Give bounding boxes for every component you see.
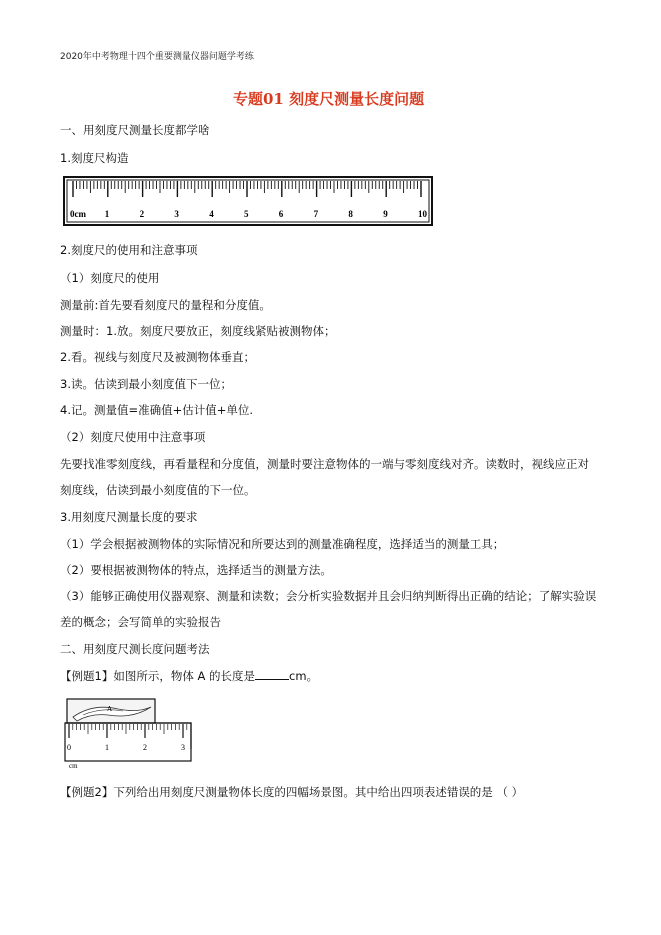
example-1-prefix: 【例题1】如图所示，物体 A 的长度是	[60, 669, 255, 683]
item-usage-heading: （1）刻度尺的使用	[60, 271, 160, 285]
requirement-1: （1）学会根据被测物体的实际情况和所要达到的测量准确程度，选择适当的测量工具；	[60, 537, 505, 551]
text-before-measure: 测量前:首先要看刻度尺的量程和分度值。	[60, 298, 271, 312]
text-during-measure: 测量时：1.放。刻度尺要放正，刻度线紧贴被测物体；	[60, 324, 336, 338]
figure-ruler-label: 1	[105, 743, 109, 752]
item-notes-heading: （2）刻度尺使用中注意事项	[60, 430, 206, 444]
requirement-3b: 差的概念；会写简单的实验报告	[60, 615, 221, 629]
ruler-label: 7	[313, 209, 319, 219]
ruler-figure	[63, 176, 433, 226]
section-heading-1: 一、用刻度尺测量长度都学啥	[60, 123, 210, 137]
ruler-label: 1	[104, 209, 110, 219]
example-1-figure	[63, 697, 193, 769]
subsection-usage: 2.刻度尺的使用和注意事项	[60, 243, 198, 257]
text-read: 3.读。估读到最小刻度值下一位；	[60, 377, 232, 391]
example-2: 【例题2】下列给出用刻度尺测量物体长度的四幅场景图。其中给出四项表述错误的是 （ ）	[60, 785, 524, 799]
subsection-requirements: 3.用刻度尺测量长度的要求	[60, 510, 198, 524]
figure-ruler-label: 3	[181, 743, 185, 752]
text-look: 2.看。视线与刻度尺及被测物体垂直；	[60, 350, 255, 364]
ruler-label: 3	[174, 209, 179, 219]
answer-blank[interactable]	[255, 669, 289, 680]
ruler-label: 0cm	[70, 209, 86, 219]
ruler-label: 10	[418, 209, 427, 219]
figure-ruler-label: 0	[67, 743, 71, 752]
ruler-label: 4	[209, 209, 214, 219]
object-a-label: A	[107, 705, 113, 713]
subsection-ruler-structure: 1.刻度尺构造	[60, 151, 129, 165]
figure-ruler-ticks	[69, 724, 187, 738]
requirement-2: （2）要根据被测物体的特点，选择适当的测量方法。	[60, 563, 332, 577]
text-notes-2: 刻度线，估读到最小刻度值的下一位。	[60, 483, 256, 497]
requirement-3a: （3）能够正确使用仪器观察、测量和读数；会分析实验数据并且会归纳判断得出正确的结论；了解实验误	[60, 589, 597, 603]
ruler-label: 5	[244, 209, 249, 219]
page-title: 专题01 刻度尺测量长度问题	[233, 90, 425, 108]
figure-unit: cm	[69, 762, 78, 769]
example-1-suffix: cm。	[289, 669, 319, 683]
doc-header: 2020年中考物理十四个重要测量仪器问题学考练	[60, 52, 254, 62]
figure-ruler-labels	[67, 743, 185, 752]
section-heading-2: 二、用刻度尺测长度问题考法	[60, 642, 210, 656]
ruler-label: 8	[348, 209, 353, 219]
text-notes-1: 先要找准零刻度线，再看量程和分度值，测量时要注意物体的一端与零刻度线对齐。读数时，视线应正对	[60, 457, 589, 471]
text-record: 4.记。测量值=准确值+估计值+单位.	[60, 403, 254, 417]
ruler-label: 6	[278, 209, 284, 219]
example-1	[60, 668, 318, 684]
ruler-label: 9	[383, 209, 388, 219]
figure-ruler-label: 2	[143, 743, 147, 752]
ruler-label: 2	[139, 209, 145, 219]
